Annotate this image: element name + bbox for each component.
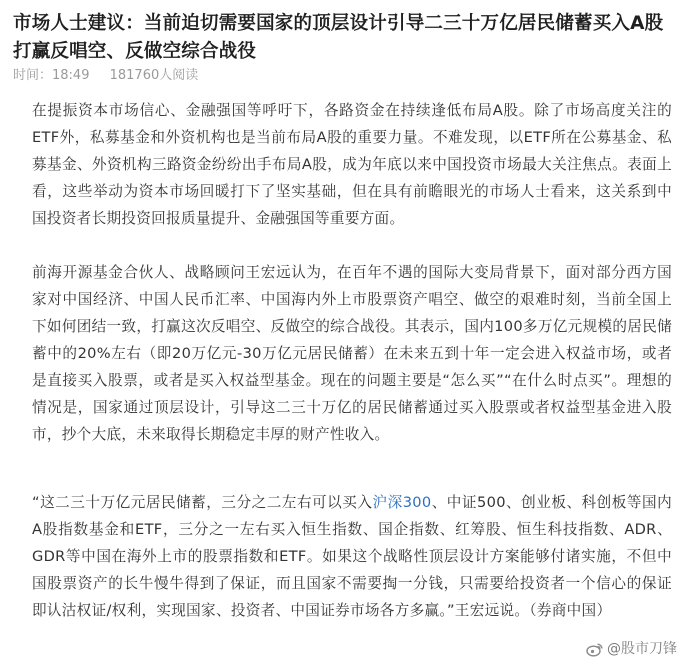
paragraph-1: 在提振资本市场信心、金融强国等呼吁下，各路资金在持续逢低布局A股。除了市场高度关注的ETF外，私募基金和外资机构也是当前布局A股的重要力量。不难发现，以ETF所在公募基金、私募基金、外资机构三路资金纷纷出手布局A股，成为年底以来中国投资市场最大关注焦点。表面上看，这些举动为资本市场回暖打下了坚实基础，但在具有前瞻眼光的市场人士看来，这关系到中国投资者长期投资回报质量提升、金融强国等重要方面。 [32,102,672,227]
weibo-icon [586,641,604,657]
paragraph-3-rest: 、中证500、创业板、科创板等国内A股指数基金和ETF，三分之一左右买入恒生指数、国企指数、红筹股、恒生科技指数、ADR、GDR等中国在海外上市的股票指数和ETF。如果这个战略性顶层设计方案能够付诸实施，不但中国股票资产的长牛慢牛得到了保证，而且国家不需要掏一分钱，只需要给投资者一个信心的保证即认沽权证/权利，实现国家、投资者、中国证券市场各方多赢。”王宏远说。（券商中国） [32,494,672,619]
paragraph-3 [32,489,672,624]
paragraph-3-lead: “这二三十万亿元居民储蓄，三分之二左右可以买入 [32,494,373,511]
article-meta [13,67,198,85]
publish-time: 时间：18:49 [13,68,90,83]
watermark [586,639,677,659]
read-count: 181760人阅读 [109,68,199,83]
paragraph-2: 前海开源基金合伙人、战略顾问王宏远认为，在百年不遇的国际大变局背景下，面对部分西方国家对中国经济、中国人民币汇率、中国海内外上市股票资产唱空、做空的艰难时刻，当前全国上下如何团结一致，打赢这次反唱空、反做空的综合战役。其表示，国内100多万亿元规模的居民储蓄中的20%左右（即20万亿元-30万亿元居民储蓄）在未来五到十年一定会进入权益市场，或者是直接买入股票，或者是买入权益型基金。现在的问题主要是“怎么买”“在什么时点买”。理想的情况是，国家通过顶层设计，引导这二三十万亿的居民储蓄通过买入股票或者权益型基金进入股市，抄个大底，未来取得长期稳定丰厚的财产性收入。 [32,264,672,443]
article-title: 市场人士建议：当前迫切需要国家的顶层设计引导二三十万亿居民储蓄买入A股打赢反唱空、反做空综合战役 [13,13,664,62]
watermark-text: @股市刀锋 [607,641,677,657]
csi300-link[interactable]: 沪深300 [372,494,432,511]
